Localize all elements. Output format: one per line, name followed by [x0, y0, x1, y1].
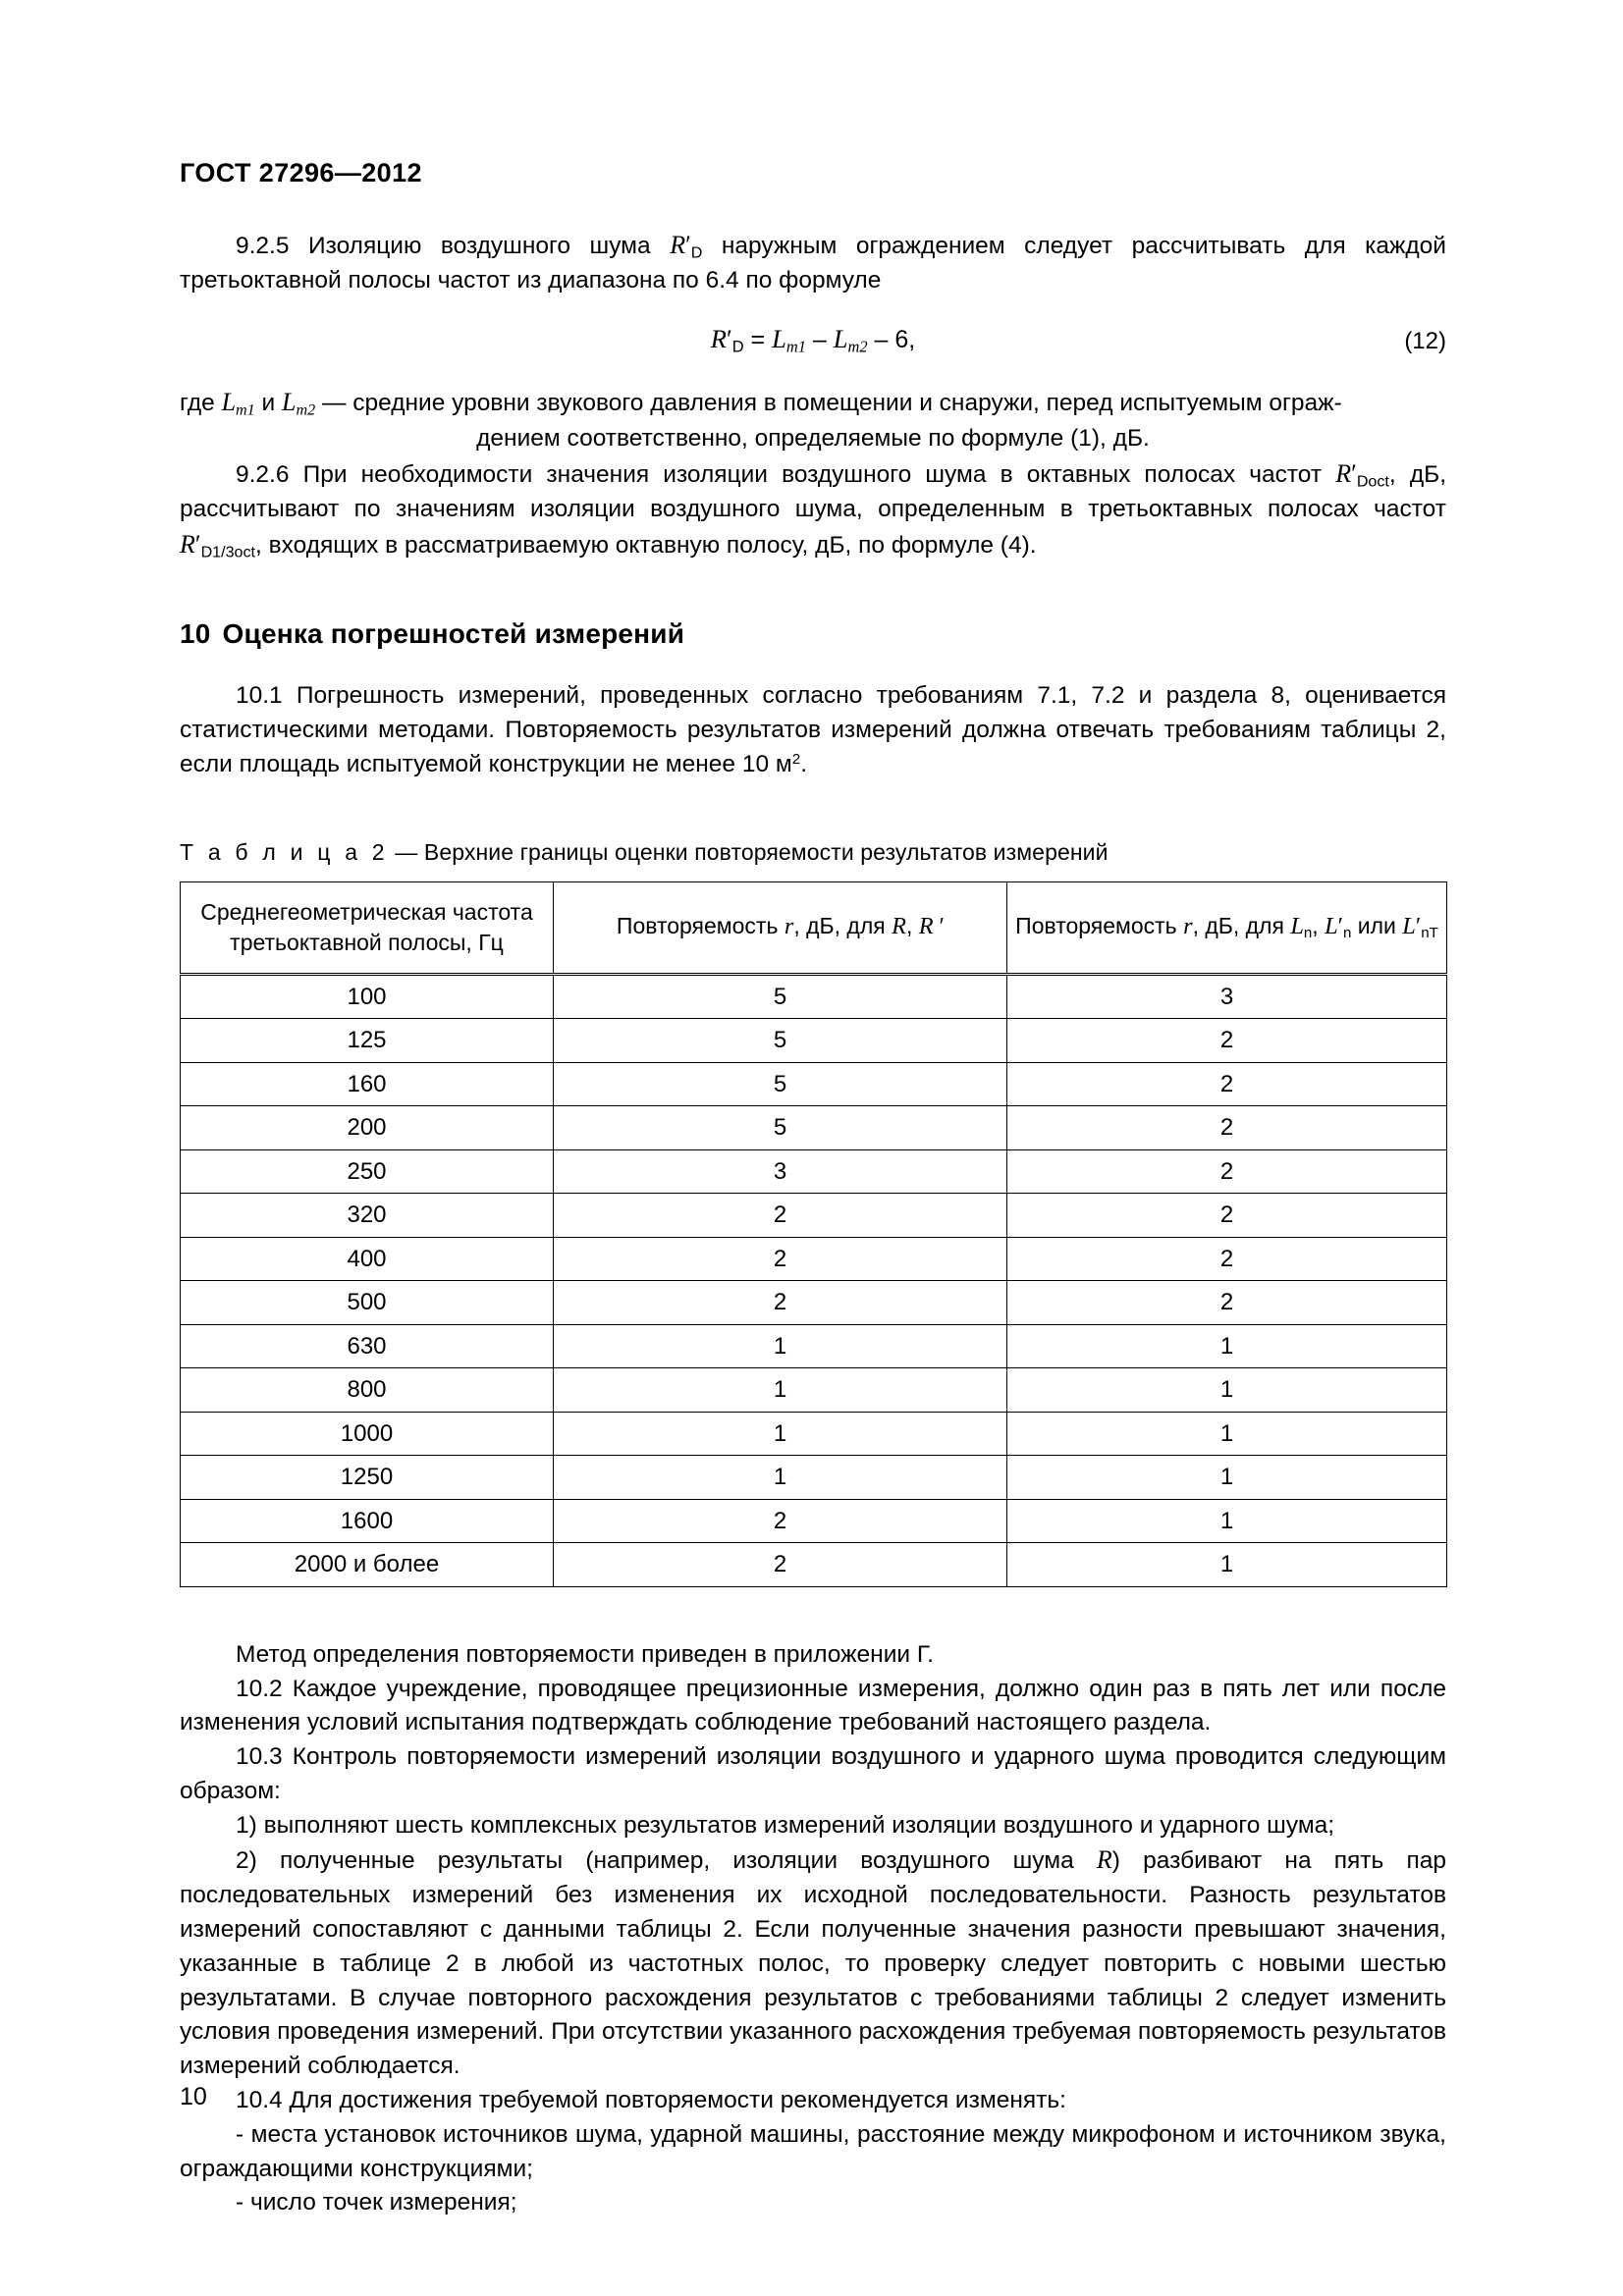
col3-header-pre: Повторяемость: [1015, 913, 1184, 939]
list-item-2-variable-r: R: [1096, 1845, 1112, 1875]
cell-repeatability-r: 2: [554, 1499, 1007, 1543]
cell-frequency: 1600: [181, 1499, 554, 1543]
cell-frequency: 100: [181, 974, 554, 1019]
cell-repeatability-r: 5: [554, 974, 1007, 1019]
symbol-r-d: $R'_D$: [670, 230, 703, 262]
symbol-r-d13oct: $R'_{D1/3oct}$: [180, 530, 256, 561]
table-column-header-repeatability-r: [554, 881, 1007, 974]
cell-frequency: 400: [181, 1237, 554, 1281]
formula-term-2-subscript: m2: [847, 337, 868, 356]
col2-header-comma: ,: [905, 913, 919, 939]
cell-frequency: 1250: [181, 1456, 554, 1500]
col1-header-line-2: третьоктавной полосы, Гц: [230, 929, 504, 955]
cell-repeatability-r: 2: [554, 1237, 1007, 1281]
table-2-caption-text: Верхние границы оценки повторяемости результатов измерений: [423, 838, 1109, 865]
cell-repeatability-ln: 2: [1007, 1062, 1447, 1106]
cell-repeatability-ln: 2: [1007, 1106, 1447, 1150]
col2-header-R2: R: [918, 913, 940, 940]
clause-10-2-paragraph: 10.2 Каждое учреждение, проводящее прецизионные измерения, должно один раз в пять лет или после изменения условий испытания подтверждать соблюдение требований настоящего раздела.: [180, 1675, 1446, 1736]
formula-term-1-letter: L: [772, 323, 786, 353]
formula-term-2-letter: L: [833, 323, 848, 353]
cell-repeatability-ln: 2: [1007, 1019, 1447, 1063]
col2-header-r-symbol: r: [784, 913, 794, 940]
cell-repeatability-ln: 1: [1007, 1324, 1447, 1368]
cell-repeatability-r: 5: [554, 1019, 1007, 1063]
formula-term-2: [833, 323, 868, 356]
table-column-header-frequency: [181, 881, 554, 974]
clause-9-2-6-part-2: , дБ, рассчитывают по значениям изоляции воздушного шума, определенным в третьоктавных полосах частот: [180, 460, 1447, 523]
cell-frequency: 320: [181, 1194, 554, 1238]
table-2-caption: [180, 839, 1446, 866]
clause-9-2-5-paragraph: [180, 228, 1446, 298]
table-2-header: [181, 881, 1447, 974]
dash-item-2: - число точек измерения;: [236, 2189, 517, 2216]
cell-repeatability-r: 1: [554, 1456, 1007, 1500]
list-item-2: [180, 1842, 1446, 2084]
col3-header-Ln-prime: $L'_n$: [1325, 913, 1352, 942]
cell-repeatability-r: 5: [554, 1106, 1007, 1150]
table-2-caption-dash: —: [388, 838, 424, 865]
col3-header-Ln: $L_n$: [1290, 913, 1313, 942]
table-2-body: [181, 974, 1447, 1586]
cell-repeatability-ln: 1: [1007, 1543, 1447, 1587]
table-2-caption-label: Т а б л и ц а 2: [180, 838, 389, 865]
where-variable-2-subscript: m2: [296, 401, 316, 419]
cell-repeatability-ln: 3: [1007, 974, 1447, 1019]
cell-frequency: 125: [181, 1019, 554, 1063]
table-row: [181, 1324, 1447, 1368]
symbol-r-d13oct-letter: R: [180, 530, 195, 560]
col2-header-R1: R: [892, 913, 906, 940]
col3-header-or: или: [1351, 913, 1403, 939]
table-row: [181, 1019, 1447, 1063]
table-header-row: [181, 881, 1447, 974]
page-number: 10: [180, 2083, 207, 2110]
cell-repeatability-r: 1: [554, 1324, 1007, 1368]
list-item-2-part-2: ) разбивают на пять пар последовательных измерений без изменения их исходной последовательности. Разность результатов измерений сопоставляют с данными таблицы 2. Если полученные значения разности превышают значения, указанные в таблице 2 в любой из частотных полос, то проверку следует повторить с новыми шестью результатами. В случае повторного расхождения результатов с требованиями таблицы 2 следует изменить условия проведения измерений. При отсутствии указанного расхождения требуемая повторяемость результатов измерений соблюдается.: [180, 1847, 1446, 2080]
table-row: [181, 1237, 1447, 1281]
dash-item-1: - места установок источников шума, ударной машины, расстояние между микрофоном и источником звука, ограждающими конструкциями;: [180, 2120, 1446, 2182]
cell-repeatability-ln: 1: [1007, 1499, 1447, 1543]
table-row: [181, 1062, 1447, 1106]
formula-lhs-subscript: D: [731, 338, 744, 356]
cell-repeatability-r: 1: [554, 1412, 1007, 1456]
table-row: [181, 1368, 1447, 1413]
cell-repeatability-ln: 1: [1007, 1368, 1447, 1413]
where-block-line-1: [180, 385, 1446, 422]
formula-12-number: (12): [1404, 327, 1446, 354]
cell-frequency: 250: [181, 1149, 554, 1194]
cell-frequency: 160: [181, 1062, 554, 1106]
page-content: [180, 0, 1446, 2220]
col3-header-mid: , дБ, для: [1192, 913, 1291, 939]
cell-repeatability-r: 1: [554, 1368, 1007, 1413]
table-2: [180, 881, 1447, 1587]
cell-frequency: 500: [181, 1281, 554, 1325]
symbol-r-doct-letter: R: [1335, 458, 1352, 488]
cell-frequency: 630: [181, 1324, 554, 1368]
col1-header-line-1: Среднегеометрическая частота: [200, 898, 533, 925]
cell-frequency: 1000: [181, 1412, 554, 1456]
table-row: [181, 1106, 1447, 1150]
col2-header-mid: , дБ, для: [793, 913, 893, 939]
formula-12-expression: [180, 324, 1446, 357]
cell-repeatability-ln: 2: [1007, 1237, 1447, 1281]
col3-header-comma: ,: [1312, 913, 1325, 939]
list-item-1: 1) выполняют шесть комплексных результатов измерений изоляции воздушного и ударного шума;: [236, 1811, 1335, 1839]
table-row: [181, 1456, 1447, 1500]
col2-header-pre: Повторяемость: [616, 913, 784, 939]
clause-10-1-part-1: 10.1 Погрешность измерений, проведенных согласно требованиям 7.1, 7.2 и раздела 8, оценивается статистическими методами. Повторяемость результатов измерений должна отвечать требованиям таблицы 2, если площадь испытуемой конструкции не менее 10 м: [180, 682, 1446, 777]
where-variable-1-subscript: m1: [236, 401, 255, 419]
section-10-title: Оценка погрешностей измерений: [222, 618, 685, 650]
where-variable-1: [221, 387, 255, 419]
table-column-header-repeatability-ln: [1007, 881, 1447, 974]
section-10-number: 10: [180, 618, 211, 650]
col3-header-r-symbol: r: [1183, 913, 1193, 940]
clause-10-1-paragraph: [180, 679, 1446, 781]
formula-lhs-letter: R: [710, 323, 727, 353]
clause-9-2-5-text-a: 9.2.5 Изоляцию воздушного шума: [236, 232, 671, 259]
cell-repeatability-r: 2: [554, 1281, 1007, 1325]
formula-12-row: [180, 324, 1446, 363]
formula-equals: =: [743, 325, 773, 353]
document-standard-header: ГОСТ 27296—2012: [180, 158, 422, 187]
symbol-r-doct-subscript: Doct: [1356, 472, 1389, 491]
cell-repeatability-r: 5: [554, 1062, 1007, 1106]
cell-frequency: 2000 и более: [181, 1543, 554, 1587]
clause-9-2-5-text-b: наружным ограждением следует рассчитывать для каждой третьоктавной полосы частот из диапазона по 6.4 по формуле: [180, 232, 1446, 294]
method-note-paragraph: Метод определения повторяемости приведен в приложении Г.: [236, 1640, 934, 1668]
where-lead: где: [180, 389, 222, 416]
cell-repeatability-r: 3: [554, 1149, 1007, 1194]
col3-header-LnT-prime: $L'_{nT}$: [1402, 913, 1438, 942]
where-variable-1-letter: L: [221, 387, 237, 416]
cell-repeatability-r: 2: [554, 1194, 1007, 1238]
cell-repeatability-r: 2: [554, 1543, 1007, 1587]
where-variable-2-letter: L: [282, 387, 297, 416]
clause-10-1-part-2: .: [800, 750, 807, 777]
formula-lhs: $R'_D$: [710, 323, 744, 356]
formula-term-1: [772, 323, 806, 356]
clause-9-2-6-paragraph: [180, 456, 1446, 563]
table-row: [181, 1499, 1447, 1543]
table-row: [181, 1543, 1447, 1587]
clause-10-3-paragraph: 10.3 Контроль повторяемости измерений изоляции воздушного и ударного шума проводится следующим образом:: [180, 1743, 1446, 1804]
clause-10-1-superscript: 2: [791, 751, 801, 769]
section-10-heading: [180, 618, 1446, 650]
table-row: [181, 1412, 1447, 1456]
cell-repeatability-ln: 2: [1007, 1149, 1447, 1194]
cell-frequency: 800: [181, 1368, 554, 1413]
symbol-r-d13oct-subscript: D1/3oct: [200, 543, 256, 561]
symbol-r-letter: R: [670, 230, 686, 259]
col2-header-prime: ′: [939, 913, 945, 939]
cell-repeatability-ln: 2: [1007, 1281, 1447, 1325]
table-row: [181, 1194, 1447, 1238]
table-row: [181, 1149, 1447, 1194]
clause-10-4-paragraph: 10.4 Для достижения требуемой повторяемости рекомендуется изменять:: [236, 2087, 1066, 2113]
table-row: [181, 974, 1447, 1019]
table-row: [181, 1281, 1447, 1325]
cell-repeatability-ln: 2: [1007, 1194, 1447, 1238]
where-text-line-1: — средние уровни звукового давления в помещении и снаружи, перед испытуемым ограж-: [315, 389, 1342, 416]
formula-minus-2: – 6,: [867, 325, 916, 353]
cell-frequency: 200: [181, 1106, 554, 1150]
where-block-line-2: дением соответственно, определяемые по формуле (1), дБ.: [476, 425, 1150, 453]
clause-9-2-6-part-3: , входящих в рассматриваемую октавную полосу, дБ, по формуле (4).: [255, 532, 1037, 560]
list-item-2-part-1: 2) полученные результаты (например, изоляции воздушного шума: [236, 1847, 1097, 1875]
cell-repeatability-ln: 1: [1007, 1412, 1447, 1456]
cell-repeatability-ln: 1: [1007, 1456, 1447, 1500]
where-variable-2: [282, 387, 316, 419]
symbol-r-subscript: D: [690, 243, 703, 262]
formula-minus-1: –: [805, 325, 834, 353]
where-conjunction: и: [254, 389, 283, 416]
symbol-r-doct: $R'_{Doct}$: [1335, 458, 1389, 491]
clause-9-2-6-part-1: 9.2.6 При необходимости значения изоляции воздушного шума в октавных полосах частот: [236, 460, 1336, 488]
formula-term-1-subscript: m1: [785, 337, 806, 356]
